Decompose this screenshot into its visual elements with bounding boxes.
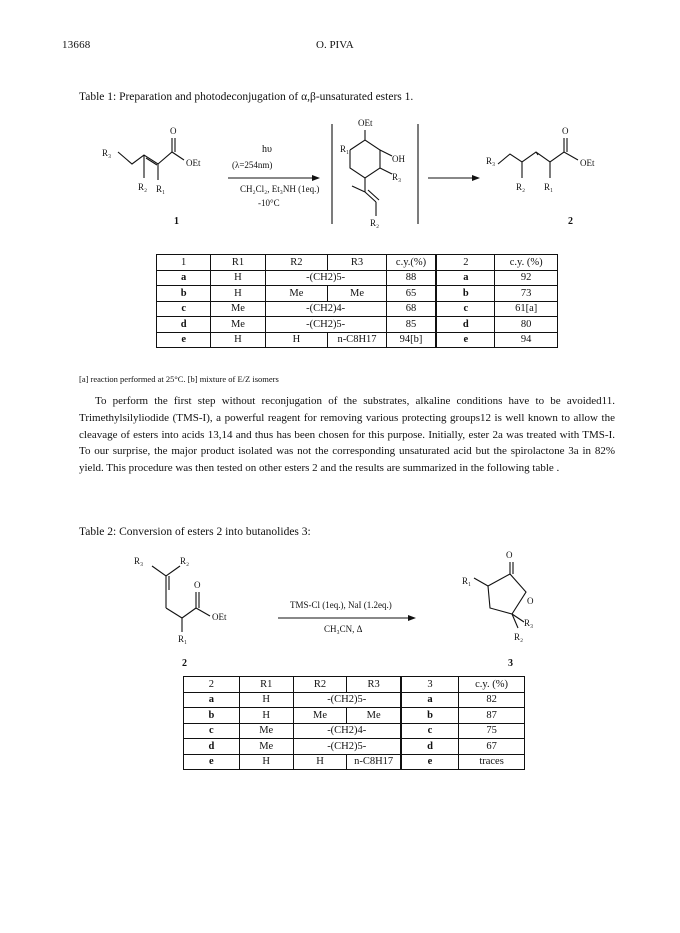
svg-text:OEt: OEt bbox=[212, 612, 227, 622]
table-cell: e bbox=[157, 332, 211, 348]
table2-header: R2 bbox=[293, 677, 347, 693]
svg-text:R₂: R₂ bbox=[370, 218, 380, 228]
svg-text:O: O bbox=[506, 550, 513, 560]
svg-text:R₂: R₂ bbox=[138, 182, 148, 192]
table-cell: -(CH2)4- bbox=[265, 301, 386, 317]
table1-header-row bbox=[157, 255, 558, 271]
svg-text:R₁: R₁ bbox=[340, 144, 350, 154]
table1-header: 2 bbox=[436, 255, 494, 271]
table-cell: 61[a] bbox=[495, 301, 558, 317]
svg-text:R₁: R₁ bbox=[544, 182, 554, 192]
svg-text:R₂: R₂ bbox=[514, 632, 524, 642]
table-cell: 68 bbox=[386, 301, 436, 317]
table-cell: H bbox=[293, 754, 347, 770]
svg-text:R₃: R₃ bbox=[134, 556, 144, 566]
table-row bbox=[184, 723, 525, 739]
svg-text:O: O bbox=[170, 126, 177, 136]
table2-header: 2 bbox=[184, 677, 240, 693]
table-cell: 80 bbox=[495, 317, 558, 333]
table1-header: c.y. (%) bbox=[495, 255, 558, 271]
table-cell: 75 bbox=[459, 723, 525, 739]
table-cell: b bbox=[184, 708, 240, 724]
svg-text:R₃: R₃ bbox=[102, 148, 112, 158]
table-cell: -(CH2)5- bbox=[265, 270, 386, 286]
svg-text:R₁: R₁ bbox=[462, 576, 472, 586]
table-cell: H bbox=[239, 708, 293, 724]
condition-solvent: CH₂Cl₂, Et₃NH (1eq.) bbox=[240, 184, 320, 194]
table-cell: c bbox=[436, 301, 494, 317]
table-cell: H bbox=[211, 270, 265, 286]
table2-header: R3 bbox=[347, 677, 401, 693]
compound-2-label: 2 bbox=[568, 216, 573, 227]
scheme-butanolide-formation bbox=[128, 548, 548, 672]
table-cell: -(CH2)5- bbox=[265, 317, 386, 333]
table-cell: d bbox=[184, 739, 240, 755]
table-cell: 88 bbox=[386, 270, 436, 286]
table-row bbox=[184, 739, 525, 755]
table1-header: R3 bbox=[328, 255, 386, 271]
table-cell: H bbox=[265, 332, 328, 348]
table-cell: 85 bbox=[386, 317, 436, 333]
table-cell: a bbox=[157, 270, 211, 286]
page-number: 13668 bbox=[62, 39, 91, 51]
table-cell: e bbox=[184, 754, 240, 770]
table-cell: 65 bbox=[386, 286, 436, 302]
svg-text:OH: OH bbox=[392, 154, 405, 164]
table-cell: H bbox=[239, 754, 293, 770]
condition-temp: -10°C bbox=[258, 198, 280, 208]
table-cell: -(CH2)5- bbox=[293, 692, 401, 708]
table-cell: d bbox=[157, 317, 211, 333]
table1-caption: Table 1: Preparation and photodeconjugation of α,β-unsaturated esters 1. bbox=[79, 91, 414, 103]
table-cell: b bbox=[436, 286, 494, 302]
table-row bbox=[157, 270, 558, 286]
table-row bbox=[184, 692, 525, 708]
running-header-author: O. PIVA bbox=[316, 39, 354, 51]
table-row bbox=[157, 286, 558, 302]
reagents-text: TMS-Cl (1eq.), NaI (1.2eq.) bbox=[290, 600, 392, 610]
table-cell: Me bbox=[347, 708, 401, 724]
svg-text:OEt: OEt bbox=[186, 158, 201, 168]
svg-text:O: O bbox=[194, 580, 201, 590]
table-cell: traces bbox=[459, 754, 525, 770]
compound-2-label: 2 bbox=[182, 658, 187, 669]
table-cell: Me bbox=[293, 708, 347, 724]
table1-header: c.y.(%) bbox=[386, 255, 436, 271]
compound-1-label: 1 bbox=[174, 216, 179, 227]
table2-caption: Table 2: Conversion of esters 2 into butanolides 3: bbox=[79, 526, 311, 538]
table-cell: H bbox=[211, 332, 265, 348]
svg-text:O: O bbox=[562, 126, 569, 136]
table-cell: H bbox=[211, 286, 265, 302]
compound-3-label: 3 bbox=[508, 658, 513, 669]
table-cell: a bbox=[436, 270, 494, 286]
svg-text:R₂: R₂ bbox=[180, 556, 190, 566]
table-cell: 92 bbox=[495, 270, 558, 286]
table-cell: -(CH2)4- bbox=[293, 723, 401, 739]
table-cell: 67 bbox=[459, 739, 525, 755]
svg-text:OEt: OEt bbox=[580, 158, 595, 168]
table-cell: Me bbox=[239, 723, 293, 739]
condition-wavelength: (λ=254nm) bbox=[232, 160, 273, 170]
table-cell: e bbox=[436, 332, 494, 348]
table-cell: c bbox=[157, 301, 211, 317]
svg-text:hυ: hυ bbox=[262, 144, 272, 155]
table-cell: b bbox=[401, 708, 459, 724]
table-row bbox=[157, 332, 558, 348]
table-cell: b bbox=[157, 286, 211, 302]
svg-text:R₃: R₃ bbox=[524, 618, 534, 628]
table-cell: e bbox=[401, 754, 459, 770]
table-cell: Me bbox=[211, 317, 265, 333]
table-cell: Me bbox=[265, 286, 328, 302]
table-cell: 82 bbox=[459, 692, 525, 708]
svg-text:R₃: R₃ bbox=[486, 156, 496, 166]
svg-text:R₃: R₃ bbox=[392, 172, 402, 182]
table1-header: R2 bbox=[265, 255, 328, 271]
table-cell: Me bbox=[211, 301, 265, 317]
table-cell: a bbox=[184, 692, 240, 708]
svg-text:R₂: R₂ bbox=[516, 182, 526, 192]
table1-header: 1 bbox=[157, 255, 211, 271]
svg-text:R₁: R₁ bbox=[178, 634, 188, 644]
table-cell: Me bbox=[328, 286, 386, 302]
svg-text:O: O bbox=[527, 596, 534, 606]
table-cell: d bbox=[401, 739, 459, 755]
table-cell: 73 bbox=[495, 286, 558, 302]
solvent-text: CH₃CN, Δ bbox=[324, 624, 363, 634]
scheme-photodeconjugation bbox=[100, 112, 600, 240]
table2-header: R1 bbox=[239, 677, 293, 693]
table-cell: 94 bbox=[495, 332, 558, 348]
svg-text:OEt: OEt bbox=[358, 118, 373, 128]
table-cell: c bbox=[184, 723, 240, 739]
table-cell: 94[b] bbox=[386, 332, 436, 348]
table2-header: 3 bbox=[401, 677, 459, 693]
table-cell: 87 bbox=[459, 708, 525, 724]
table-row bbox=[157, 317, 558, 333]
table2-header-row bbox=[184, 677, 525, 693]
table1-header: R1 bbox=[211, 255, 265, 271]
table-row bbox=[184, 708, 525, 724]
svg-text:R₁: R₁ bbox=[156, 184, 166, 194]
table-cell: n-C8H17 bbox=[328, 332, 386, 348]
table-cell: n-C8H17 bbox=[347, 754, 401, 770]
table1 bbox=[156, 254, 558, 348]
table1-footnote: [a] reaction performed at 25°C. [b] mixture of E/Z isomers bbox=[79, 374, 279, 384]
table2-header: c.y. (%) bbox=[459, 677, 525, 693]
table-cell: d bbox=[436, 317, 494, 333]
table-cell: -(CH2)5- bbox=[293, 739, 401, 755]
table-cell: Me bbox=[239, 739, 293, 755]
body-paragraph: To perform the first step without reconjugation of the substrates, alkaline conditions have to be avoided11. Trimethylsilyliodide (TMS-I), a powerful reagent for removing various protecting groups12 is well known to allow the cleavage of esters into acids 13,14 and thus has been chosen for this purpose. Initially, ester 2a was treated with TMS-I. To our surprise, the major product isolated was not the corresponding unsaturated acid but the spirolactone 3a in 82% yield. This procedure was then tested on other esters 2 and the results are summarized in the following table . bbox=[79, 395, 615, 475]
table-cell: c bbox=[401, 723, 459, 739]
table-cell: a bbox=[401, 692, 459, 708]
table-cell: H bbox=[239, 692, 293, 708]
table-row bbox=[184, 754, 525, 770]
table2 bbox=[183, 676, 525, 770]
table-row bbox=[157, 301, 558, 317]
